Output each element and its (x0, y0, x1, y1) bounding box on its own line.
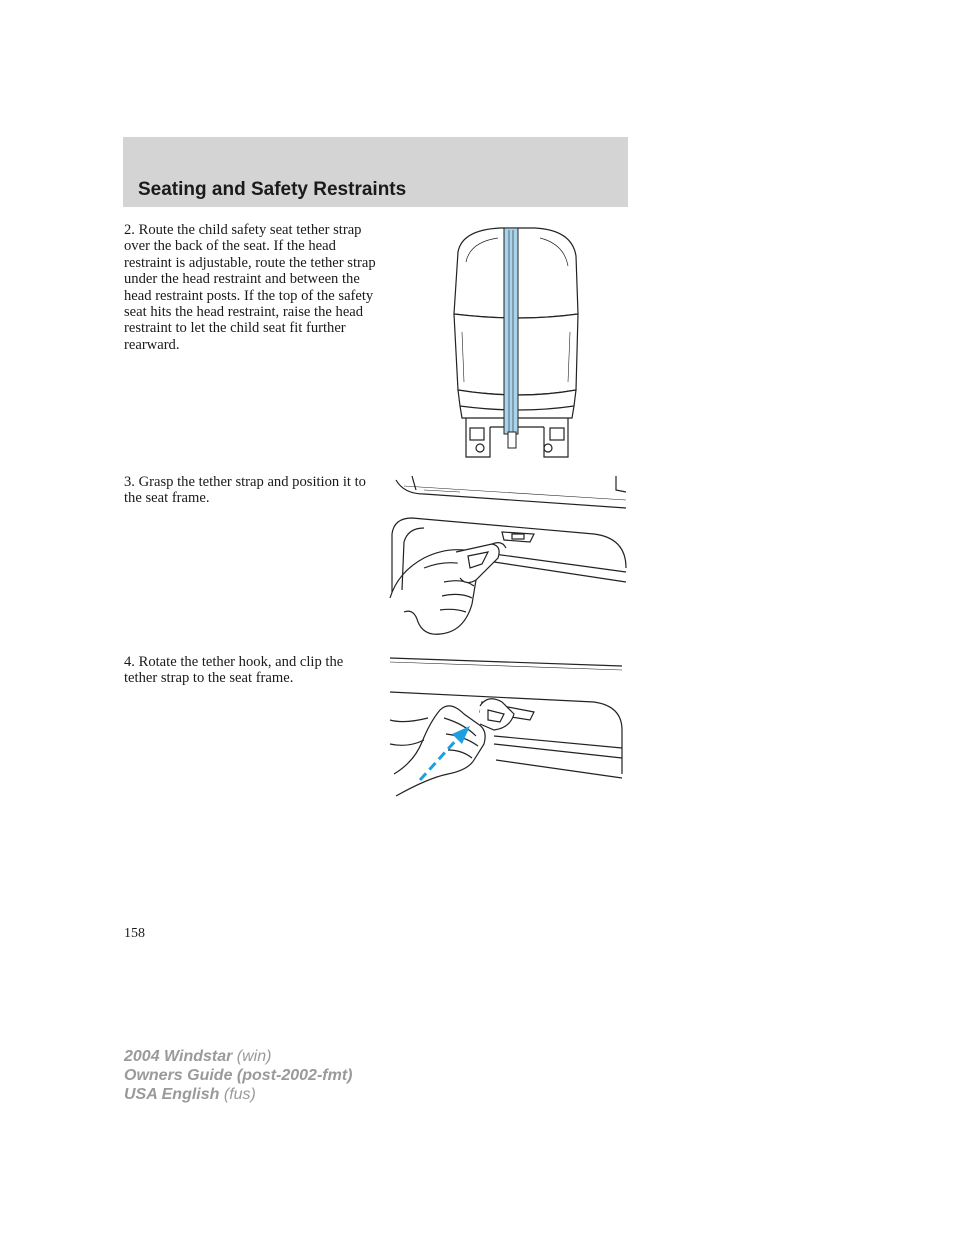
section-header-band (123, 137, 628, 207)
step-4-text: 4. Rotate the tether hook, and clip the tether strap to the seat frame. (124, 654, 344, 687)
footer-line-guide (124, 1066, 352, 1085)
page-number: 158 (124, 926, 145, 941)
step-3-text: 3. Grasp the tether strap and position it to the seat frame. (124, 474, 366, 507)
seat-back-tether-illustration (440, 222, 590, 462)
grasp-tether-hand-illustration (384, 472, 630, 640)
document-footer (124, 1047, 352, 1104)
footer-language-code: (fus) (223, 1086, 256, 1103)
footer-line-language (124, 1085, 352, 1104)
clip-tether-hook-illustration (384, 654, 630, 800)
footer-language: USA English (124, 1086, 220, 1103)
step-2-text: 2. Route the child safety seat tether strap over the back of the seat. If the head restraint is adjustable, route the tether strap under the head restraint and between the head restraint posts. If the top of the safety seat hits the head restraint, raise the head restraint to let the child seat fit further rearward. (124, 222, 376, 353)
footer-model: 2004 Windstar (124, 1048, 233, 1065)
footer-model-code: (win) (236, 1048, 272, 1065)
section-title: Seating and Safety Restraints (138, 179, 407, 200)
footer-line-model (124, 1047, 352, 1066)
footer-guide: Owners Guide (post-2002-fmt) (124, 1067, 353, 1084)
